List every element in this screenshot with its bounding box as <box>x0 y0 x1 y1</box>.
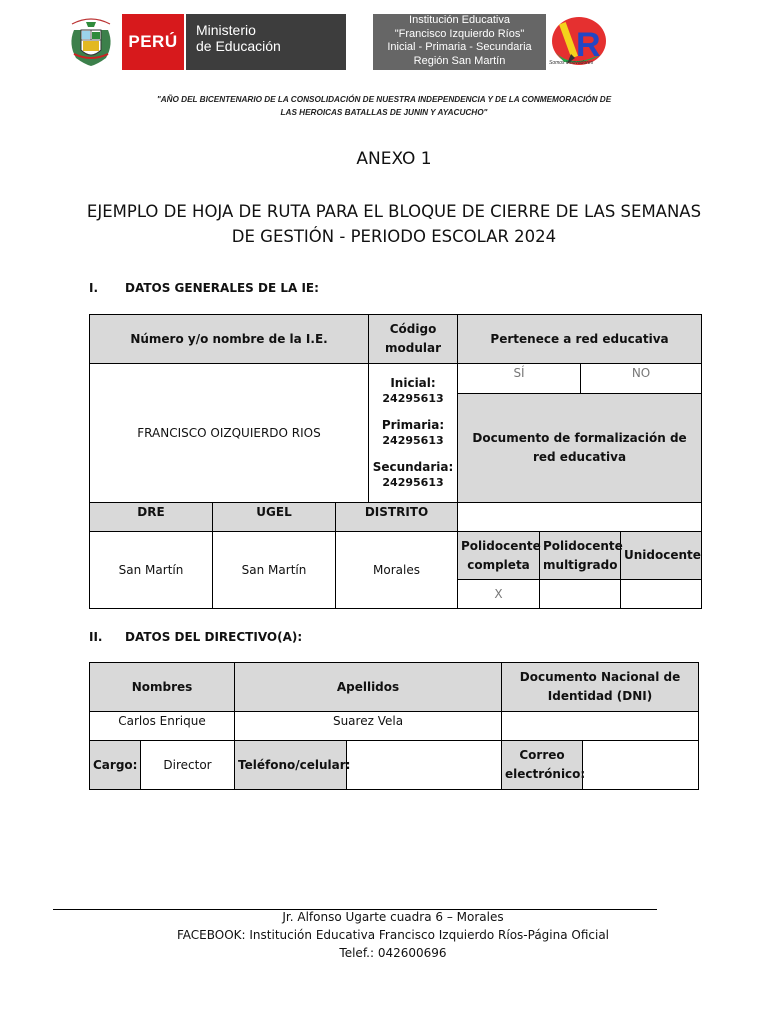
correo-value <box>583 741 699 790</box>
footer-phone: Telef.: 042600696 <box>339 946 447 960</box>
section-2-heading <box>89 630 302 644</box>
general-data-table <box>89 314 702 609</box>
header-ie-name: Número y/o nombre de la I.E. <box>90 315 369 364</box>
header-red-educativa: Pertenece a red educativa <box>458 315 702 364</box>
ugel-value: San Martín <box>213 532 336 609</box>
directivo-table <box>89 662 699 790</box>
header-dre: DRE <box>90 503 213 532</box>
dre-value: San Martín <box>90 532 213 609</box>
ie-line-1: Institución Educativa <box>409 14 510 26</box>
header-codigo-modular: Código modular <box>369 315 458 364</box>
secundaria-code: 24295613 <box>382 476 444 489</box>
primaria-code: 24295613 <box>382 434 444 447</box>
header-apellidos: Apellidos <box>235 663 502 712</box>
header-polidocente-multigrado: Polidocente multigrado <box>540 532 621 580</box>
header-polidocente-completa: Polidocente completa <box>458 532 540 580</box>
ie-line-4: Región San Martín <box>413 54 506 67</box>
header-nombres: Nombres <box>90 663 235 712</box>
ministerio-line2: de Educación <box>196 38 281 54</box>
distrito-value: Morales <box>336 532 458 609</box>
section-2-label: DATOS DEL DIRECTIVO(A): <box>125 630 303 644</box>
ie-line-3: Inicial - Primaria - Secundaria <box>387 41 532 53</box>
motto-line-1: "AÑO DEL BICENTENARIO DE LA CONSOLIDACIÓN DE NUESTRA INDEPENDENCIA Y DE LA CONMEMORACIÓN DE <box>156 95 612 104</box>
header-distrito: DISTRITO <box>336 503 458 532</box>
school-ir-logo-icon <box>549 14 615 76</box>
peru-coat-of-arms-icon <box>66 14 116 70</box>
svg-text:R: R <box>576 26 601 64</box>
ie-line-2: "Francisco Izquierdo Ríos" <box>394 27 525 40</box>
red-no-cell: NO <box>581 364 702 394</box>
peru-brand-logo: PERÚ <box>122 14 184 70</box>
year-motto <box>100 93 668 119</box>
blank-cell <box>458 503 702 532</box>
polidocente-multigrado-mark <box>540 580 621 609</box>
header-ugel: UGEL <box>213 503 336 532</box>
header-unidocente: Unidocente <box>621 532 702 580</box>
section-2-number: II. <box>89 630 103 644</box>
ministerio-line1: Ministerio <box>196 22 256 38</box>
ie-name-value: FRANCISCO OIZQUIERDO RIOS <box>90 364 369 503</box>
telefono-value <box>347 741 502 790</box>
header-cargo: Cargo: <box>90 741 141 790</box>
red-si-cell: SÍ <box>458 364 581 394</box>
polidocente-completa-mark: X <box>458 580 540 609</box>
nombres-value: Carlos Enrique <box>90 712 235 741</box>
footer-address: Jr. Alfonso Ugarte cuadra 6 – Morales <box>282 910 504 924</box>
annex-heading: ANEXO 1 <box>356 149 432 169</box>
footer <box>53 908 733 962</box>
footer-facebook: FACEBOOK: Institución Educativa Francisco Izquierdo Ríos-Página Oficial <box>176 928 610 942</box>
cargo-value: Director <box>141 741 235 790</box>
header-telefono: Teléfono/celular: <box>235 741 347 790</box>
document-title: EJEMPLO DE HOJA DE RUTA PARA EL BLOQUE DE CIERRE DE LAS SEMANAS DE GESTIÓN - PERIODO ESCOLAR 2024 <box>86 202 702 246</box>
logo-tagline: Somos innovadores <box>549 60 594 66</box>
header-dni: Documento Nacional de Identidad (DNI) <box>502 663 699 712</box>
institution-banner <box>373 14 546 70</box>
codigo-modular-cell <box>369 364 458 503</box>
inicial-code: 24295613 <box>382 392 444 405</box>
primaria-label: Primaria: <box>381 418 445 432</box>
ministerio-logo <box>186 14 346 70</box>
apellidos-value: Suarez Vela <box>235 712 502 741</box>
section-1-label: DATOS GENERALES DE LA IE: <box>125 281 319 295</box>
header-correo: Correo electrónico: <box>502 741 583 790</box>
section-1-number: I. <box>89 281 99 295</box>
section-1-heading <box>89 281 319 295</box>
secundaria-label: Secundaria: <box>372 460 454 474</box>
unidocente-mark <box>621 580 702 609</box>
motto-line-2: LAS HEROICAS BATALLAS DE JUNIN Y AYACUCHO" <box>280 108 488 117</box>
dni-value <box>502 712 699 741</box>
header-doc-formalizacion: Documento de formalización de red educativa <box>458 394 702 503</box>
inicial-label: Inicial: <box>390 376 436 390</box>
